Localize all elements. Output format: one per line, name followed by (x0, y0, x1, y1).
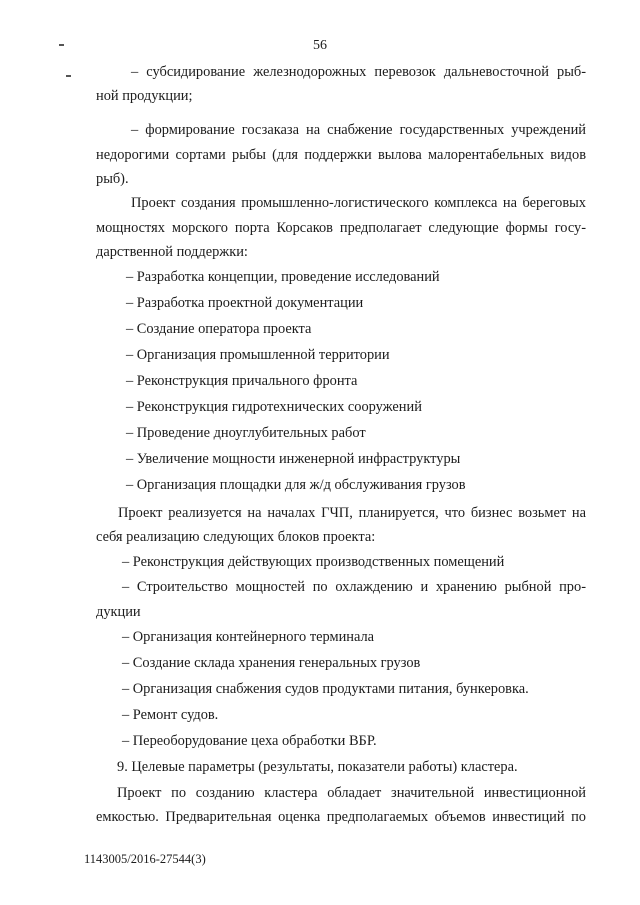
text-line: рыб). (96, 171, 129, 187)
text-line: 9. Целевые параметры (результаты, показатели работы) кластера. (117, 759, 518, 775)
text-line: – Реконструкция причального фронта (126, 373, 358, 389)
text-line: ной продукции; (96, 88, 193, 104)
text-line: емкостью. Предварительная оценка предполагаемых объемов инвестиций по (96, 809, 586, 825)
text-line: дукции (96, 604, 141, 620)
text-line: – Реконструкция действующих производственных помещений (122, 554, 505, 570)
text-line: – Проведение дноуглубительных работ (126, 425, 366, 441)
text-line: дарственной поддержки: (96, 244, 248, 260)
text-line: – Создание оператора проекта (126, 321, 312, 337)
text-line: недорогими сортами рыбы (для поддержки вылова малорентабельных видов (96, 147, 586, 163)
text-line: – Разработка концепции, проведение исследований (126, 269, 440, 285)
text-line: Проект реализуется на началах ГЧП, планируется, что бизнес возьмет на (118, 505, 586, 521)
text-line: Проект по созданию кластера обладает значительной инвестиционной (117, 785, 586, 801)
text-line: – Строительство мощностей по охлаждению и хранению рыбной про- (122, 579, 586, 595)
text-line: – Организация контейнерного терминала (122, 629, 375, 645)
document-id: 1143005/2016-27544(3) (84, 852, 206, 866)
text-line: – Организация снабжения судов продуктами питания, бункеровка. (122, 681, 529, 697)
scan-mark (66, 75, 71, 77)
page-number: 56 (313, 38, 327, 53)
text-line: мощностях морского порта Корсаков предполагает следующие формы госу- (96, 220, 586, 236)
text-line: – Ремонт судов. (122, 707, 219, 723)
text-line: – Создание склада хранения генеральных грузов (122, 655, 421, 671)
text-line: – субсидирование железнодорожных перевозок дальневосточной рыб- (131, 64, 586, 80)
text-line: Проект создания промышленно-логистического комплекса на береговых (131, 195, 586, 211)
text-line: – Организация промышленной территории (126, 347, 390, 363)
text-line: – Разработка проектной документации (126, 295, 364, 311)
text-line: – Реконструкция гидротехнических сооружений (126, 399, 422, 415)
text-line: – формирование госзаказа на снабжение государственных учреждений (131, 122, 586, 138)
text-line: – Увеличение мощности инженерной инфраструктуры (126, 451, 461, 467)
text-line: – Переоборудование цеха обработки ВБР. (122, 733, 377, 749)
text-line: – Организация площадки для ж/д обслуживания грузов (126, 477, 466, 493)
text-line: себя реализацию следующих блоков проекта: (96, 529, 376, 545)
